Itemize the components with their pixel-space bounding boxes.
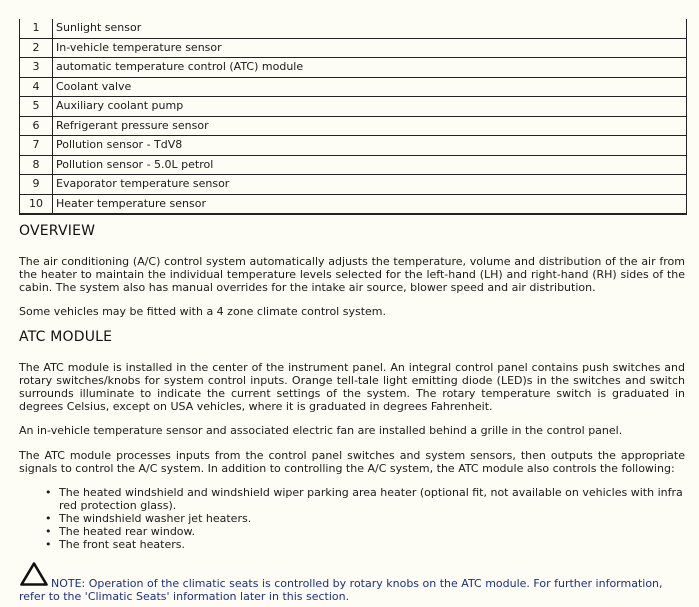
table-row xyxy=(20,77,687,97)
part-name: Pollution sensor - TdV8 xyxy=(53,136,687,156)
part-name: Pollution sensor - 5.0L petrol xyxy=(53,155,687,175)
part-number: 8 xyxy=(20,155,53,175)
part-name: Sunlight sensor xyxy=(53,19,687,38)
parts-table xyxy=(19,19,687,215)
table-row xyxy=(20,19,687,38)
table-row xyxy=(20,155,687,175)
atc-paragraph: The ATC module processes inputs from the control panel switches and system sensors, then outputs the appropriate signals to control the A/C system. In addition to controlling the A/C system, the ATC module also controls the following: xyxy=(19,449,685,475)
table-row xyxy=(20,175,687,195)
part-name: automatic temperature control (ATC) module xyxy=(53,58,687,78)
part-name: Coolant valve xyxy=(53,77,687,97)
list-item-text: The front seat heaters. xyxy=(59,538,185,551)
list-item xyxy=(19,538,685,551)
list-item xyxy=(19,525,685,538)
part-name: Evaporator temperature sensor xyxy=(53,175,687,195)
list-item xyxy=(19,486,685,512)
part-number: 4 xyxy=(20,77,53,97)
note-block xyxy=(19,565,687,603)
part-number: 5 xyxy=(20,97,53,117)
part-name: In-vehicle temperature sensor xyxy=(53,38,687,58)
table-row xyxy=(20,38,687,58)
table-row xyxy=(20,116,687,136)
part-name: Heater temperature sensor xyxy=(53,194,687,214)
table-row xyxy=(20,97,687,117)
part-number: 6 xyxy=(20,116,53,136)
part-number: 3 xyxy=(20,58,53,78)
list-item-text: The heated rear window. xyxy=(59,525,196,538)
atc-paragraph: An in-vehicle temperature sensor and associated electric fan are installed behind a grille in the control panel. xyxy=(19,424,623,437)
bullet-icon: • xyxy=(45,486,52,499)
table-row xyxy=(20,58,687,78)
part-number: 7 xyxy=(20,136,53,156)
part-number: 1 xyxy=(20,19,53,38)
list-item-text: The heated windshield and windshield wiper parking area heater (optional fit, not available on vehicles with infra red protection glass). xyxy=(59,486,683,512)
part-number: 9 xyxy=(20,175,53,195)
part-number: 2 xyxy=(20,38,53,58)
atc-module-heading: ATC MODULE xyxy=(19,329,113,345)
controlled-features-list xyxy=(19,486,685,551)
warning-triangle-icon xyxy=(19,561,49,587)
note-text: NOTE: Operation of the climatic seats is controlled by rotary knobs on the ATC module. For further information, refer to the 'Climatic Seats' information later in this section. xyxy=(19,577,663,603)
part-name: Auxiliary coolant pump xyxy=(53,97,687,117)
overview-heading: OVERVIEW xyxy=(19,223,96,239)
bullet-icon: • xyxy=(45,512,52,525)
bullet-icon: • xyxy=(45,525,52,538)
list-item xyxy=(19,512,685,525)
part-number: 10 xyxy=(20,194,53,214)
overview-paragraph: The air conditioning (A/C) control system automatically adjusts the temperature, volume and distribution of the air from the heater to maintain the individual temperature levels selected for the left-hand (LH) and right-hand (RH) sides of the cabin. The system also has manual overrides for the intake air source, blower speed and air distribution. xyxy=(19,255,685,294)
part-name: Refrigerant pressure sensor xyxy=(53,116,687,136)
atc-paragraph: The ATC module is installed in the center of the instrument panel. An integral control panel contains push switches and rotary switches/knobs for system control inputs. Orange tell-tale light emitting diode (LED)s in the switches and switch surrounds illuminate to indicate the current settings of the system. The rotary temperature switch is graduated in degrees Celsius, except on USA vehicles, where it is graduated in degrees Fahrenheit. xyxy=(19,361,685,413)
list-item-text: The windshield washer jet heaters. xyxy=(59,512,252,525)
table-row xyxy=(20,194,687,214)
overview-paragraph: Some vehicles may be fitted with a 4 zone climate control system. xyxy=(19,305,386,318)
table-row xyxy=(20,136,687,156)
bullet-icon: • xyxy=(45,538,52,551)
